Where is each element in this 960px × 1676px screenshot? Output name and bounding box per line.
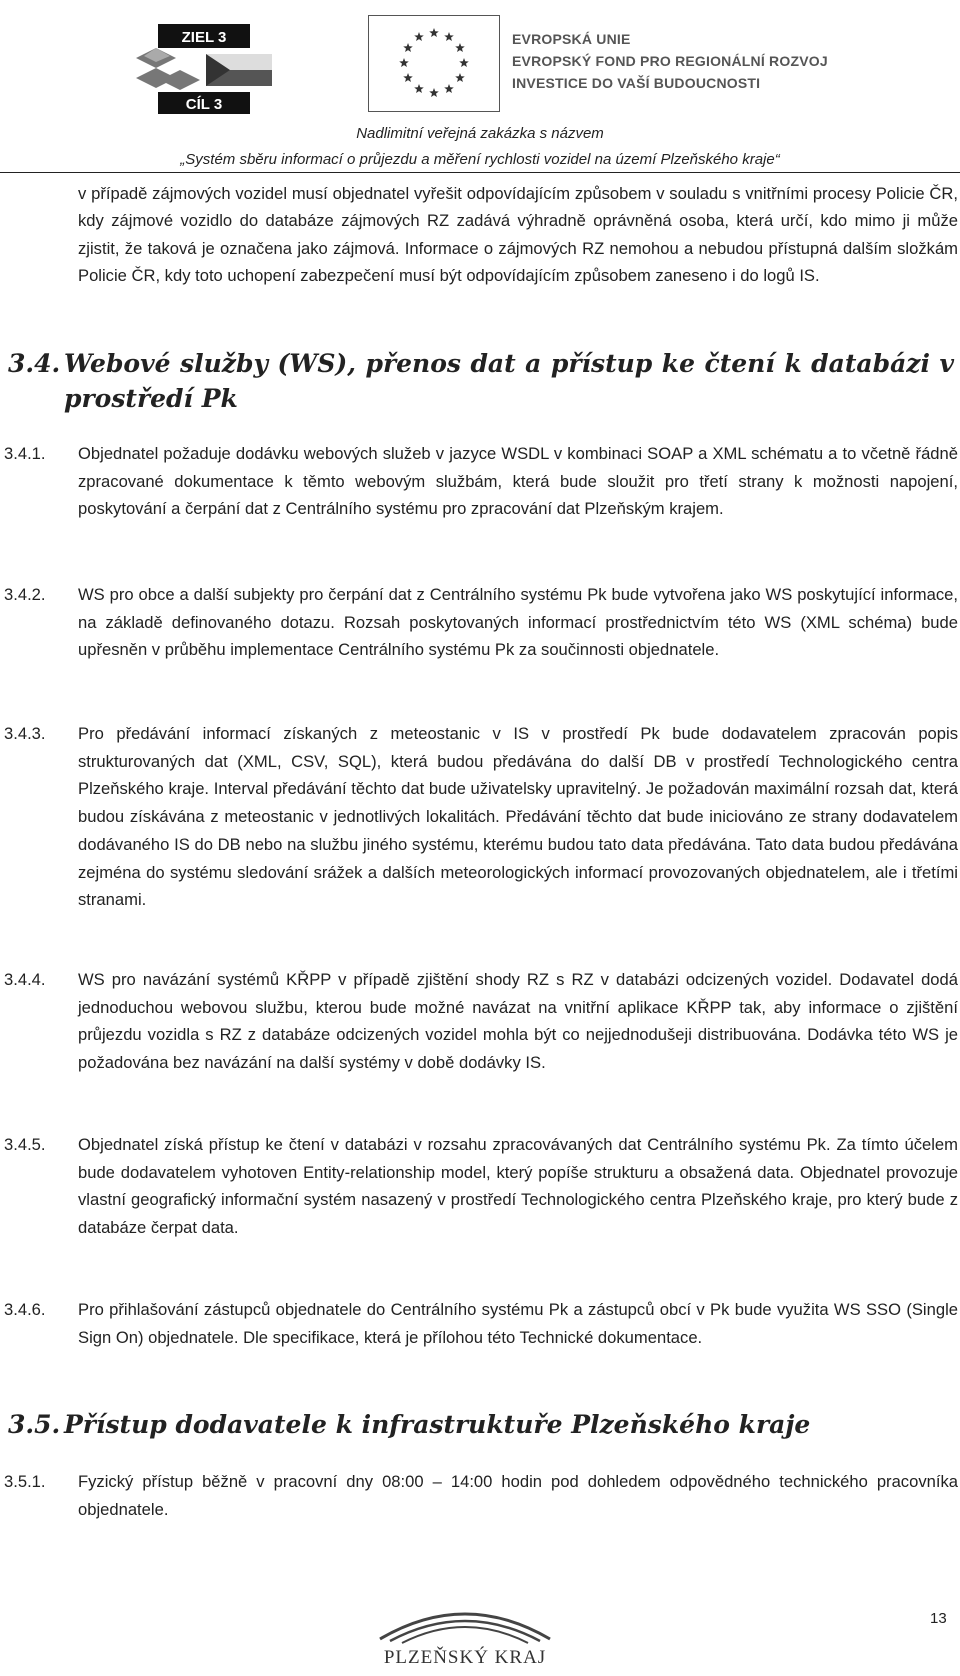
tender-title-line2: „Systém sběru informací o průjezdu a měření rychlosti vozidel na území Plzeňského kraje“ <box>180 151 780 168</box>
eu-fund-text <box>512 28 872 94</box>
item-text: Pro předávání informací získaných z meteostanic v IS v prostředí Pk bude dodavatelem zpracován popis strukturovaných dat (XML, CSV, SQL), která budou předávána do další DB v prostředí Technologického centra Plzeňského kraje. Interval předávání těchto dat bude uživatelsky upravitelný. Je požadován maximální rozsah dat, která budou získávána z meteostanic v jednotlivých lokalitách. Předávání těchto dat bude iniciováno ze strany dodavatelem dodávaného IS do DB nebo na službu jiného systému, kterému budou tato data předávána. Tato data budou předávána zejména do systému sledování srážek a dalších meteorologických informací provozovaných objednatelem, ale i třetími stranami. <box>78 724 958 910</box>
item-number: 3.5.1. <box>4 1472 46 1491</box>
plzensky-kraj-logo <box>360 1595 570 1675</box>
eu-line: EVROPSKÝ FOND PRO REGIONÁLNÍ ROZVOJ <box>512 53 828 69</box>
section-title: Přístup dodavatele k infrastruktuře Plzeňského kraje <box>64 1410 811 1439</box>
section-title: Webové služby (WS), přenos dat a přístup ke čtení k databázi v prostředí Pk <box>64 349 954 413</box>
intro-paragraph: v případě zájmových vozidel musí objednatel vyřešit odpovídajícím způsobem v souladu s vnitřními procesy Policie ČR, kdy zájmové vozidlo do databáze zájmových RZ zadává výhradně oprávněná osoba, která určí, kdo mimo ji může zjistit, že taková je označena jako zájmová. Informace o zájmových RZ nemohou a nebudou přístupná dalším složkám Policie ČR, kdy toto uchopení zabezpečení musí být odpovídajícím způsobem zaneseno i do logů IS. <box>78 184 958 285</box>
tender-title-line1: Nadlimitní veřejná zakázka s názvem <box>356 125 604 142</box>
cil-text: CÍL 3 <box>185 96 223 113</box>
item-text: WS pro navázání systémů KŘPP v případě zjištění shody RZ s RZ v databázi odcizených vozidel. Dodavatel dodá jednoduchou webovou službu, kterou bude možné navázat na vnitřní aplikace KŘPP tak, aby informace o zjištění průjezdu vozidla s RZ z databáze odcizených vozidel mohla být co nejjednodušeji distribuována. Dodávka této WS je požadována bez navázání na další systémy v době dodávky IS. <box>78 970 958 1073</box>
page-header <box>0 0 960 170</box>
item-text: Objednatel získá přístup ke čtení v databázi v rozsahu zpracovávaných dat Centrálního systému Pk. Za tímto účelem bude dodavatelem vyhotoven Entity-relationship model, který popíše strukturu a obsažená data. Objednatel provozuje vlastní geografický informační systém nasazený v prostředí Technologického centra Plzeňského kraje, pro který bude z databáze čerpat data. <box>78 1135 958 1238</box>
section-number: 3.5. <box>8 1410 61 1439</box>
item-number: 3.4.2. <box>4 585 46 604</box>
eu-line: EVROPSKÁ UNIE <box>512 31 631 47</box>
logo-swoosh-icon <box>360 1595 570 1645</box>
page-number: 13 <box>930 1610 947 1627</box>
item-number: 3.4.6. <box>4 1300 46 1319</box>
section-number: 3.4. <box>8 349 61 378</box>
footer-brand-text: PLZEŇSKÝ KRAJ <box>383 1647 547 1668</box>
item-text: Fyzický přístup běžně v pracovní dny 08:00 – 14:00 hodin pod dohledem odpovědného technického pracovníka objednatele. <box>78 1472 958 1519</box>
eu-flag-logo <box>368 15 500 112</box>
item-number: 3.4.1. <box>4 444 46 463</box>
ziel-text: ZIEL 3 <box>181 29 227 46</box>
item-text: WS pro obce a další subjekty pro čerpání dat z Centrálního systému Pk bude vytvořena jako WS poskytující informace, na základě definovaného dotazu. Rozsah poskytovaných informací prostřednictvím této WS (XML schéma) bude upřesněn v průběhu implementace Centrálního systému Pk za součinnosti objednatele. <box>78 585 958 660</box>
header-divider <box>0 172 960 173</box>
item-number: 3.4.5. <box>4 1135 46 1154</box>
ziel3-logo <box>130 18 280 118</box>
item-number: 3.4.3. <box>4 724 46 743</box>
intro-paragraph-block <box>78 180 958 289</box>
item-number: 3.4.4. <box>4 970 46 989</box>
eu-line: INVESTICE DO VAŠÍ BUDOUCNOSTI <box>512 75 761 91</box>
item-text: Pro přihlašování zástupců objednatele do Centrálního systému Pk a zástupců obcí v Pk bude využita WS SSO (Single Sign On) objednatele. Dle specifikace, která je přílohou této Technické dokumentace. <box>78 1300 958 1347</box>
item-text: Objednatel požaduje dodávku webových služeb v jazyce WSDL v kombinaci SOAP a XML schématu a to včetně řádně zpracované dokumentace k těmto webovým službám, která bude sloužit pro třetí strany k možnosti napojení, poskytování a čerpání dat z Centrálního systému pro zpracování dat Plzeňským krajem. <box>78 444 958 519</box>
